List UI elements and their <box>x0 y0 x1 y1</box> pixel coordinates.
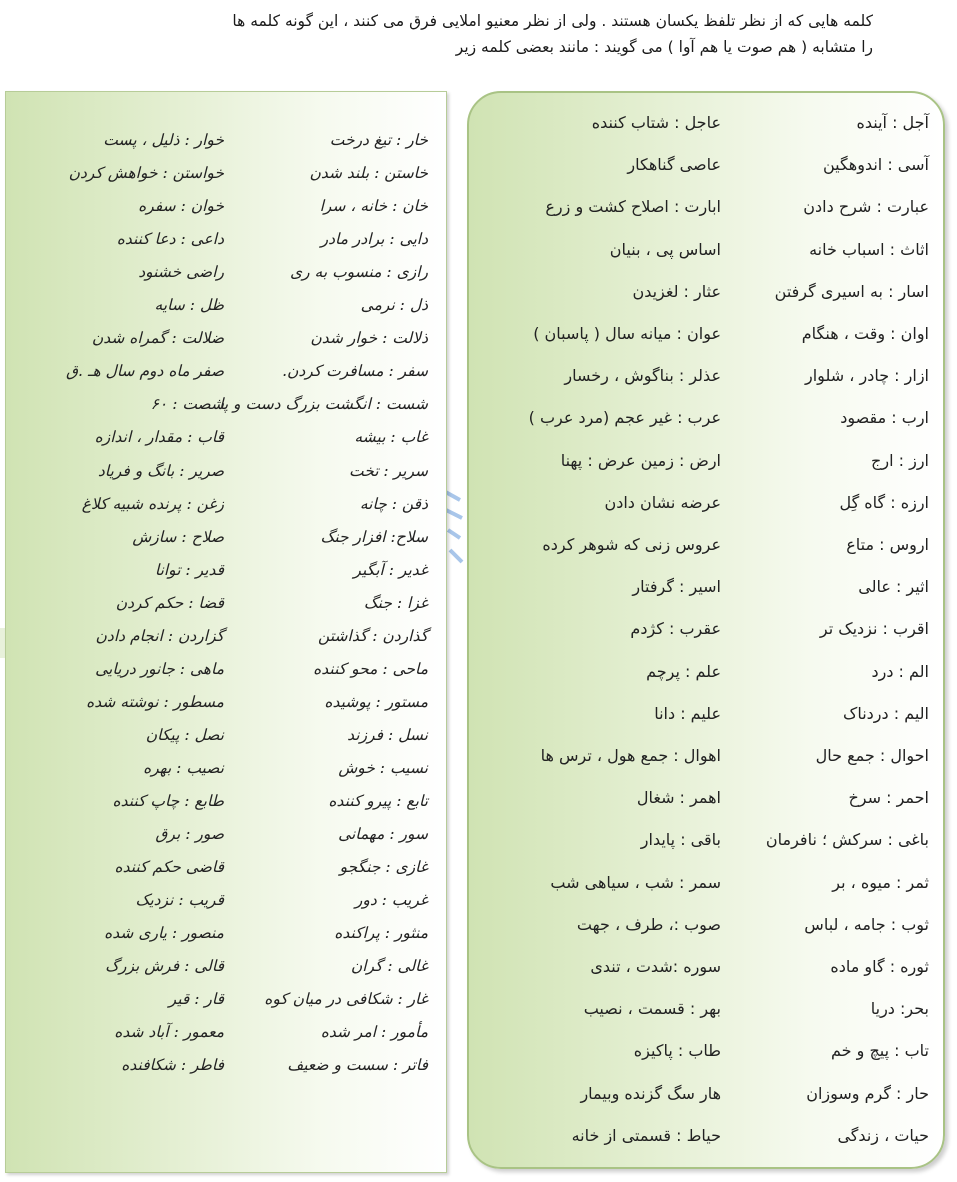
word-pair-homophone: عاصی گناهکار <box>627 155 721 175</box>
word-pair-homophone: ماهی : جانور دریایی <box>95 659 224 678</box>
word-pair-term: بحر: دریا <box>870 999 929 1019</box>
word-pair-homophone: قالی : فرش بزرگ <box>105 957 224 976</box>
word-pair-term: اثیر : عالی <box>858 577 929 597</box>
word-pair-homophone: راضی خشنود <box>138 263 224 282</box>
word-pair-term: سور : مهمانی <box>338 825 428 844</box>
word-pair-term: غزا : جنگ <box>363 593 428 612</box>
intro-text <box>73 8 873 60</box>
word-pair-homophone: طاب : پاکیزه <box>633 1041 721 1061</box>
word-pair-homophone: منصور : یاری شده <box>104 924 224 943</box>
word-pair-term: سریر : تخت <box>348 461 428 480</box>
word-pair-homophone: بهر : قسمت ، نصیب <box>583 999 721 1019</box>
word-pair-homophone: باقی : پایدار <box>640 830 721 850</box>
word-pair-homophone: عثار : لغزیدن <box>632 281 721 301</box>
word-pair-term: آسی : اندوهگین <box>822 155 929 175</box>
word-pair-homophone: فاطر : شکافنده <box>121 1056 224 1075</box>
word-pair-term: دایی : برادر مادر <box>320 230 428 249</box>
word-pair-term: الم : درد <box>871 661 929 681</box>
word-pair-homophone: حیاط : قسمتی از خانه <box>571 1125 721 1145</box>
word-pair-homophone: مسطور : نوشته شده <box>86 692 224 711</box>
word-pair-term: خان : خانه ، سرا <box>319 197 428 216</box>
word-pair-term: ذل : نرمی <box>360 296 428 315</box>
word-pair-homophone: معمور : آباد شده <box>114 1023 224 1042</box>
word-pair-term: خار : تیغ درخت <box>329 131 428 149</box>
word-pair-term: مأمور : امر شده <box>320 1023 428 1042</box>
word-pair-term: رازی : منسوب به ری <box>290 263 428 282</box>
word-pair-homophone: صریر : بانگ و فریاد <box>97 461 224 480</box>
word-pair-term: شست : انگشت بزرگ دست و پا <box>219 395 428 414</box>
word-pair-term: اثاث : اسباب خانه <box>809 239 929 259</box>
word-pair-term: تابع : پیرو کننده <box>328 792 428 810</box>
word-pair-term: ماحی : محو کننده <box>313 659 428 678</box>
word-pair-term: غریب : دور <box>354 891 428 910</box>
word-pair-term: ثوب : جامه ، لباس <box>804 914 929 934</box>
word-pair-homophone: عرضه نشان دادن <box>604 492 721 512</box>
word-pair-term: احوال : جمع حال <box>815 746 929 765</box>
right-word-panel <box>467 91 945 1169</box>
word-pair-homophone: طابع : چاپ کننده <box>112 792 224 810</box>
word-pair-term: اروس : متاع <box>846 535 929 554</box>
word-pair-homophone: عقرب : کژدم <box>630 619 721 639</box>
word-pair-term: باغی : سرکش ؛ نافرمان <box>765 830 929 850</box>
word-pair-homophone: اهمر : شغال <box>636 788 721 808</box>
word-pair-homophone: هار سگ گزنده وبیمار <box>580 1083 721 1103</box>
word-pair-homophone: اسیر : گرفتار <box>632 577 721 597</box>
word-pair-homophone: ظل : سایه <box>154 296 224 315</box>
word-pair-homophone: ارض : زمین عرض : پهنا <box>560 450 721 470</box>
word-pair-term: غالی : گران <box>350 957 428 976</box>
word-pair-homophone: خوان : سفره <box>138 197 224 216</box>
word-pair-term: ازار : چادر ، شلوار <box>805 366 929 386</box>
word-pair-homophone: نصیب : بهره <box>143 758 224 777</box>
word-pair-homophone: سمر : شب ، سیاهی شب <box>550 872 721 892</box>
word-pair-homophone: قاب : مقدار ، اندازه <box>94 428 224 447</box>
word-pair-term: اقرب : نزدیک تر <box>819 619 929 639</box>
word-pair-homophone: اساس پی ، بنیان <box>609 239 721 259</box>
word-pair-term: احمر : سرخ <box>848 788 929 808</box>
word-pair-term: ارب : مقصود <box>840 408 929 428</box>
intro-line-1: کلمه هایی که از نظر تلفظ یکسان هستند . ولی از نظر معنیو املایی فرق می کنند ، این گونه کلمه ها <box>232 12 873 30</box>
word-pair-homophone: سوره :شدت ، تندی <box>590 957 721 976</box>
word-pair-homophone: صفر ماه دوم سال هـ .ق <box>66 362 224 381</box>
word-pair-term: عبارت : شرح دادن <box>803 197 929 217</box>
word-pair-term: ثمر : میوه ، بر <box>832 872 929 892</box>
word-pair-homophone: قار : قیر <box>168 990 224 1009</box>
word-pair-homophone: عرب : غیر عجم (مرد عرب ) <box>528 408 721 428</box>
word-pair-homophone: اهوال : جمع هول ، ترس ها <box>540 746 721 765</box>
word-pair-term: مستور : پوشیده <box>324 692 428 711</box>
word-pair-term: اوان : وقت ، هنگام <box>801 324 929 343</box>
word-pair-homophone: زغن : پرنده شبیه کلاغ <box>81 494 224 513</box>
word-pair-homophone: ابارت : اصلاح کشت و زرع <box>545 197 721 217</box>
word-pair-homophone: خوار : ذلیل ، پست <box>103 131 224 149</box>
word-pair-term: غازی : جنگجو <box>339 858 428 877</box>
word-pair-homophone: عروس زنی که شوهر کرده <box>542 535 721 554</box>
word-pair-term: اسار : به اسیری گرفتن <box>774 281 929 301</box>
word-pair-term: ارز : ارج <box>871 450 929 470</box>
word-pair-term: غدیر : آبگیر <box>353 560 428 579</box>
word-pair-homophone: گزاردن : انجام دادن <box>95 626 224 645</box>
word-pair-term: خاستن : بلند شدن <box>309 164 428 183</box>
word-pair-term: سلاح: افزار جنگ <box>320 527 428 546</box>
word-pair-homophone: قاضی حکم کننده <box>114 858 224 877</box>
word-pair-homophone: علم : پرچم <box>646 661 721 681</box>
left-word-panel <box>5 91 447 1173</box>
word-pair-homophone: قریب : نزدیک <box>135 891 224 910</box>
word-pair-homophone: صور : برق <box>155 825 224 844</box>
intro-line-2: را متشابه ( هم صوت یا هم آوا ) می گویند : مانند بعضی کلمه زیر <box>455 38 873 56</box>
word-pair-term: گذاردن : گذاشتن <box>318 626 428 645</box>
word-pair-homophone: خواستن : خواهش کردن <box>68 164 224 183</box>
word-pair-term: تاب : پیچ و خم <box>831 1041 929 1061</box>
word-pair-homophone: عاجل : شتاب کننده <box>591 113 721 132</box>
word-pair-homophone: ضلالت : گمراه شدن <box>91 329 224 348</box>
word-pair-term: حار : گرم وسوزان <box>806 1083 929 1103</box>
word-pair-term: سفر : مسافرت کردن. <box>282 362 428 381</box>
word-pair-homophone: صلاح : سازش <box>132 527 224 546</box>
word-pair-homophone: قضا : حکم کردن <box>115 593 224 612</box>
word-pair-homophone: نصل : پیکان <box>145 725 224 744</box>
word-pair-term: غاب : بیشه <box>354 428 428 447</box>
word-pair-homophone: عوان : میانه سال ( پاسبان ) <box>533 324 721 343</box>
word-pair-term: ذقن : چانه <box>359 494 428 513</box>
word-pair-homophone: علیم : دانا <box>654 703 721 723</box>
word-pair-homophone: شصت : ۶۰ <box>150 395 224 414</box>
word-pair-term: ذلالت : خوار شدن <box>310 329 428 348</box>
word-pair-term: حیات ، زندگی <box>837 1125 929 1145</box>
word-pair-term: ارزه : گاه گِل <box>839 492 929 512</box>
word-pair-homophone: صوب :، طرف ، جهت <box>576 914 721 934</box>
word-pair-term: نسیب : خوش <box>338 758 428 777</box>
word-pair-term: غار : شکافی در میان کوه <box>264 990 428 1009</box>
word-pair-term: نسل : فرزند <box>347 725 428 744</box>
word-pair-homophone: داعی : دعا کننده <box>116 230 224 249</box>
word-pair-homophone: عذلر : بناگوش ، رخسار <box>564 366 721 386</box>
word-pair-term: الیم : دردناک <box>843 703 929 723</box>
word-pair-term: فاتر : سست و ضعیف <box>287 1056 428 1075</box>
word-pair-homophone: قدیر : توانا <box>154 560 224 579</box>
word-pair-term: ثوره : گاو ماده <box>830 957 929 976</box>
word-pair-term: منثور : پراکنده <box>334 924 428 943</box>
word-pair-term: آجل : آینده <box>856 113 929 132</box>
